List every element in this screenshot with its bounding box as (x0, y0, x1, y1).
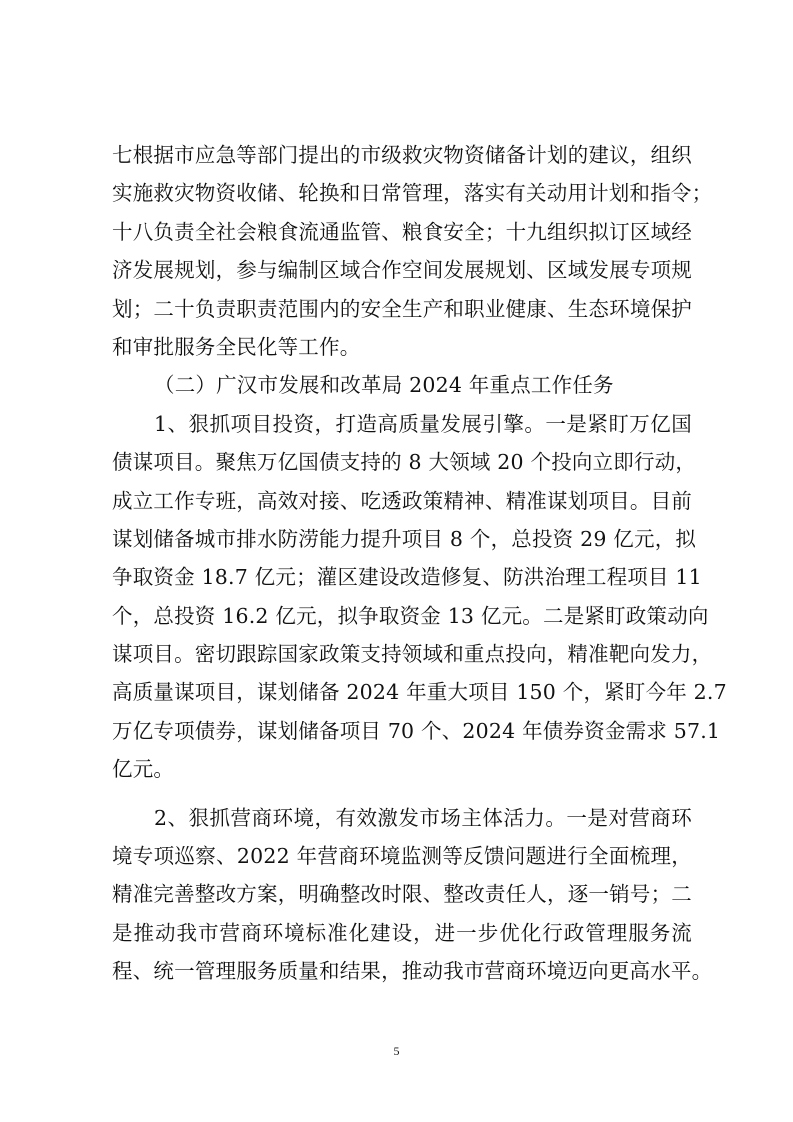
text-line: 万亿专项债券，谋划储备项目 70 个、2024 年债券资金需求 57.1 (112, 718, 721, 743)
text-line: 2、狠抓营商环境，有效激发市场主体活力。一是对营商环 (154, 805, 692, 830)
text-line: 十八负责全社会粮食流通监管、粮食安全；十九组织拟订区域经 (112, 219, 692, 244)
text-line: 亿元。 (112, 757, 175, 782)
page-number: 5 (393, 1044, 400, 1058)
body-text (112, 136, 727, 991)
text-line: 和审批服务全民化等工作。 (112, 334, 361, 359)
text-line: 济发展规划，参与编制区域合作空间发展规划、区域发展专项规 (112, 258, 692, 283)
text-line: 境专项巡察、2022 年营商环境监测等反馈问题进行全面梳理， (112, 844, 692, 869)
text-line: 实施救灾物资收储、轮换和日常管理，落实有关动用计划和指令； (112, 181, 713, 206)
text-line: 高质量谋项目，谋划储备 2024 年重大项目 150 个，紧盯今年 2.7 (112, 680, 727, 705)
text-line: 是推动我市营商环境标准化建设，进一步优化行政管理服务流 (112, 920, 692, 945)
text-line: 谋项目。密切跟踪国家政策支持领域和重点投向，精准靶向发力， (112, 642, 713, 667)
text-line: 七根据市应急等部门提出的市级救灾物资储备计划的建议，组织 (112, 143, 692, 167)
text-line: 划；二十负责职责范围内的安全生产和职业健康、生态环境保护 (112, 296, 692, 321)
text-line: 精准完善整改方案，明确整改时限、整改责任人，逐一销号；二 (112, 882, 692, 907)
text-line: 程、统一管理服务质量和结果，推动我市营商环境迈向更高水平。 (112, 959, 713, 984)
text-line: 1、狠抓项目投资，打造高质量发展引擎。一是紧盯万亿国 (154, 411, 692, 436)
section-heading: （二）广汉市发展和改革局 2024 年重点工作任务 (154, 373, 614, 398)
text-line: 个，总投资 16.2 亿元，拟争取资金 13 亿元。二是紧盯政策动向 (112, 603, 709, 628)
paragraph-gap (112, 789, 692, 799)
text-line: 债谋项目。聚焦万亿国债支持的 8 大领域 20 个投向立即行动， (112, 450, 697, 475)
text-line: 争取资金 18.7 亿元；灌区建设改造修复、防洪治理工程项目 11 (112, 565, 702, 590)
text-line: 谋划储备城市排水防涝能力提升项目 8 个，总投资 29 亿元，拟 (112, 526, 697, 551)
text-line: 成立工作专班，高效对接、吃透政策精神、精准谋划项目。目前 (112, 488, 692, 513)
